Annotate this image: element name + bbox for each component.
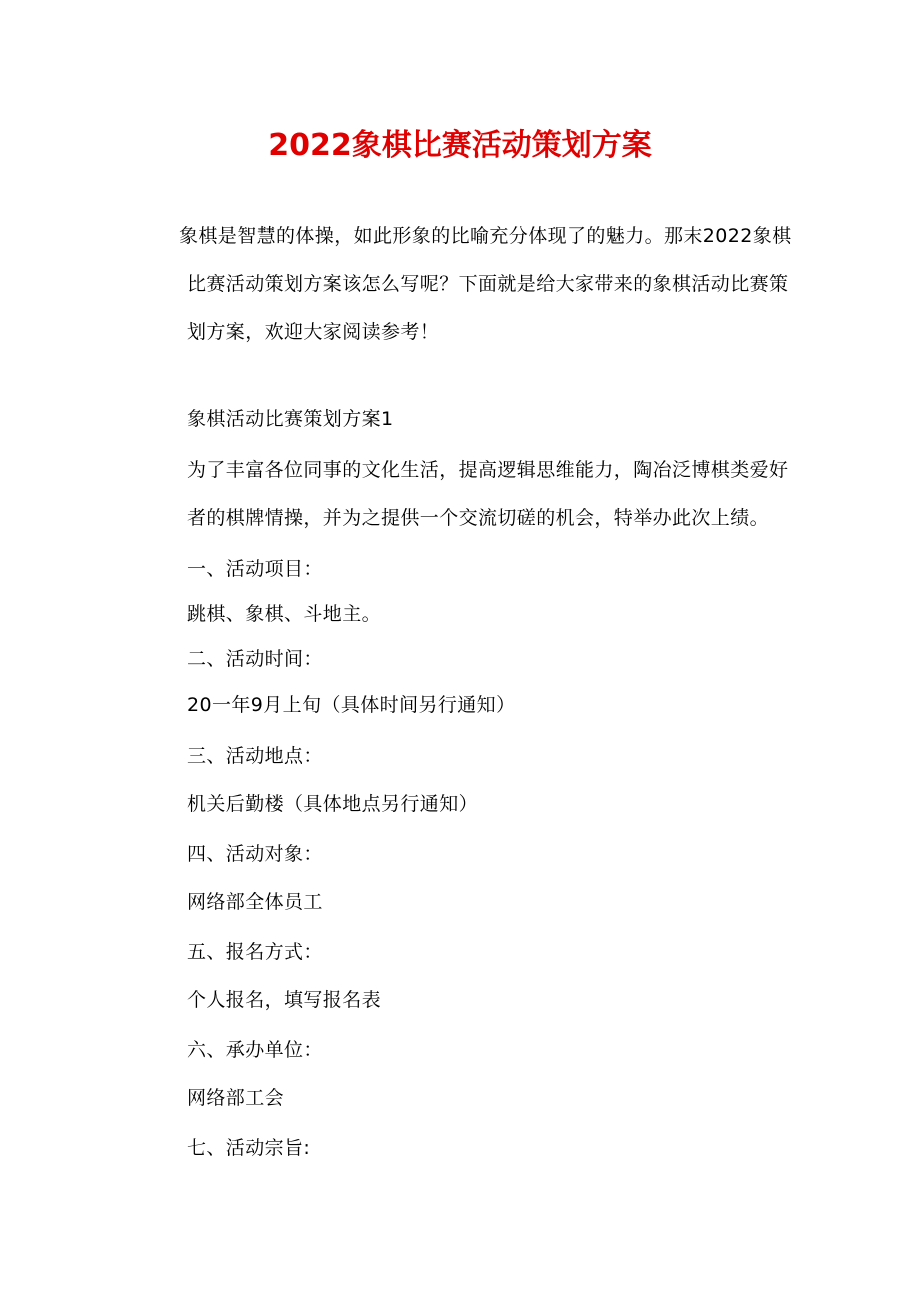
item-value-1: 跳棋、象棋、斗地主。 xyxy=(187,603,382,625)
item-label-1: 一、活动项目： xyxy=(187,558,323,580)
section-heading: 象棋活动比赛策划方案1 xyxy=(187,408,394,430)
item-value-6: 网络部工会 xyxy=(187,1087,285,1109)
item-value-2: 20一年9月上旬（具体时间另行通知） xyxy=(187,694,516,716)
intro-paragraph xyxy=(179,212,797,356)
item-label-3: 三、活动地点： xyxy=(187,745,323,767)
item-label-5: 五、报名方式： xyxy=(187,941,323,963)
item-value-3: 机关后勤楼（具体地点另行通知） xyxy=(187,793,479,815)
section-intro-paragraph: 为了丰富各位同事的文化生活，提高逻辑思维能力，陶冶泛博棋类爱好者的棋牌情操，并为之提供一个交流切磋的机会，特举办此次上绩。 xyxy=(187,459,789,529)
item-label-2: 二、活动时间： xyxy=(187,648,323,670)
item-label-7: 七、活动宗旨: xyxy=(187,1137,311,1159)
item-label-6: 六、承办单位： xyxy=(187,1039,323,1061)
item-value-4: 网络部全体员工 xyxy=(187,891,323,913)
document-title: 2022象棋比赛活动策划方案 xyxy=(268,128,652,163)
intro-text: 象棋是智慧的体操，如此形象的比喻充分体现了的魅力。那末2022象棋比赛活动策划方案该怎么写呢？下面就是给大家带来的象棋活动比赛策划方案，欢迎大家阅读参考！ xyxy=(179,225,792,343)
item-label-4: 四、活动对象： xyxy=(187,843,323,865)
item-value-5: 个人报名，填写报名表 xyxy=(187,989,382,1011)
